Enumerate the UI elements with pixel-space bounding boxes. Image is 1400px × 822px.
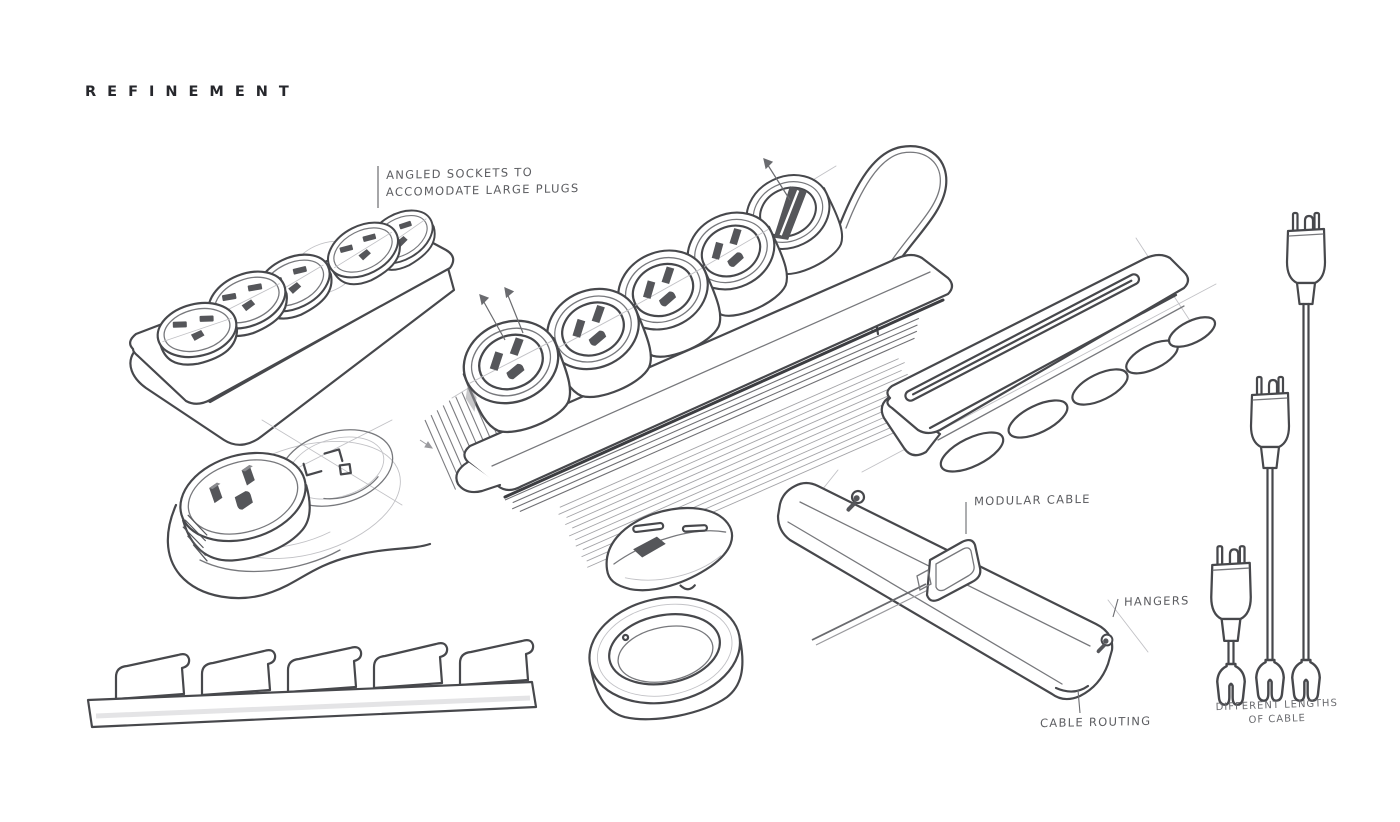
plug-icon [1211, 546, 1251, 641]
sketch-back-plate [778, 470, 1148, 713]
annotation-line: ANGLED SOCKETS TO [386, 164, 534, 183]
base-bar [88, 682, 536, 727]
annotation-cable-routing: CABLE ROUTING [1039, 713, 1152, 731]
sketch-strip-perspective [419, 146, 952, 569]
annotation-hangers: HANGERS [1123, 593, 1190, 609]
plug-icon [1287, 213, 1325, 304]
sketch-side-profile [88, 640, 536, 727]
page-title: REFINEMENT [85, 84, 300, 100]
annotation-modular-cable: MODULAR CABLE [973, 491, 1091, 509]
socket-ring [580, 585, 752, 731]
sketch-strip-top-left [130, 200, 454, 445]
socket-face-front [168, 439, 321, 574]
sketch-pod-and-ring [580, 497, 752, 730]
annotation-line: DIFFERENT LENGTHS [1215, 697, 1339, 714]
cable-short [1211, 546, 1251, 704]
cable-medium [1251, 377, 1289, 701]
sketch-cables-lengths [1211, 213, 1325, 705]
small-arrow [420, 440, 432, 448]
plug-icon [1251, 377, 1289, 468]
socket-pod-top [597, 497, 742, 606]
annotation-line: OF CABLE [1248, 712, 1307, 726]
cable-long [1287, 213, 1325, 701]
cable-connector-icon [1217, 664, 1245, 705]
sketch-socket-detail [168, 417, 432, 598]
annotation-different-lengths [1192, 696, 1363, 730]
cable-connector-icon [1256, 660, 1284, 701]
cable-connector-icon [1292, 660, 1320, 701]
annotation-line: ACCOMODATE LARGE PLUGS [385, 180, 580, 200]
annotation-angled-sockets [386, 163, 580, 201]
